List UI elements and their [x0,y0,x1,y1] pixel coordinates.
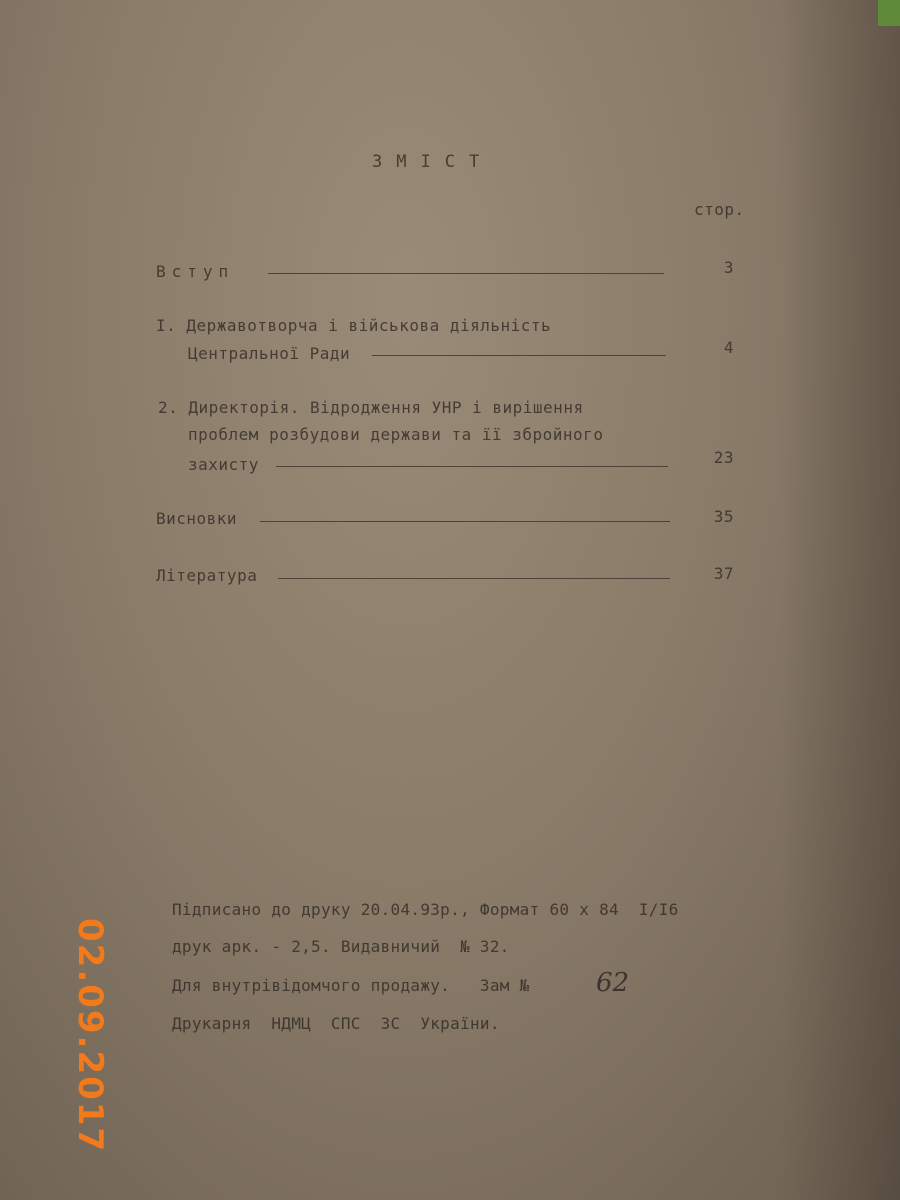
camera-date-stamp: 02.09.2017 [70,918,110,1154]
toc-entry-2-line-1: 2. Директорія. Відродження УНР і вирішення [158,398,584,417]
page-column-header: стор. [694,200,745,219]
imprint-line-1: Підписано до друку 20.04.93р., Формат 60 х 84 І/І6 [172,900,679,919]
toc-entry-2-line-2: проблем розбудови держави та її збройного [188,425,604,444]
toc-entry-literature-label: Література [156,566,258,585]
toc-entry-1-page: 4 [723,338,734,357]
toc-entry-1-line-2: Центральної Ради [188,344,351,363]
toc-entry-2-line-3: захисту [188,455,259,474]
toc-entry-1-line-1: І. Державотворча і військова діяльність [156,316,552,335]
toc-entry-conclusions-page: 35 [713,507,734,526]
toc-leader-line [276,465,668,467]
toc-entry-2-page: 23 [713,448,734,467]
imprint-line-3: Для внутрівідомчого продажу. Зам № [172,976,530,995]
toc-leader-line [372,354,666,356]
toc-title: ЗМІСТ [372,152,494,172]
toc-leader-line [278,577,670,579]
toc-entry-intro-page: 3 [723,258,734,277]
imprint-line-4: Друкарня НДМЦ СПС ЗС України. [172,1014,500,1033]
toc-leader-line [260,520,670,522]
toc-entry-literature-page: 37 [713,564,734,583]
imprint-line-2: друк арк. - 2,5. Видавничий № 32. [172,937,510,956]
toc-leader-line [268,272,664,274]
page-shadow [780,0,900,1200]
handwritten-order-number: 62 [596,968,630,998]
toc-entry-conclusions-label: Висновки [156,509,238,528]
toc-entry-intro-label: Вступ [156,262,235,281]
background-corner [878,0,900,26]
